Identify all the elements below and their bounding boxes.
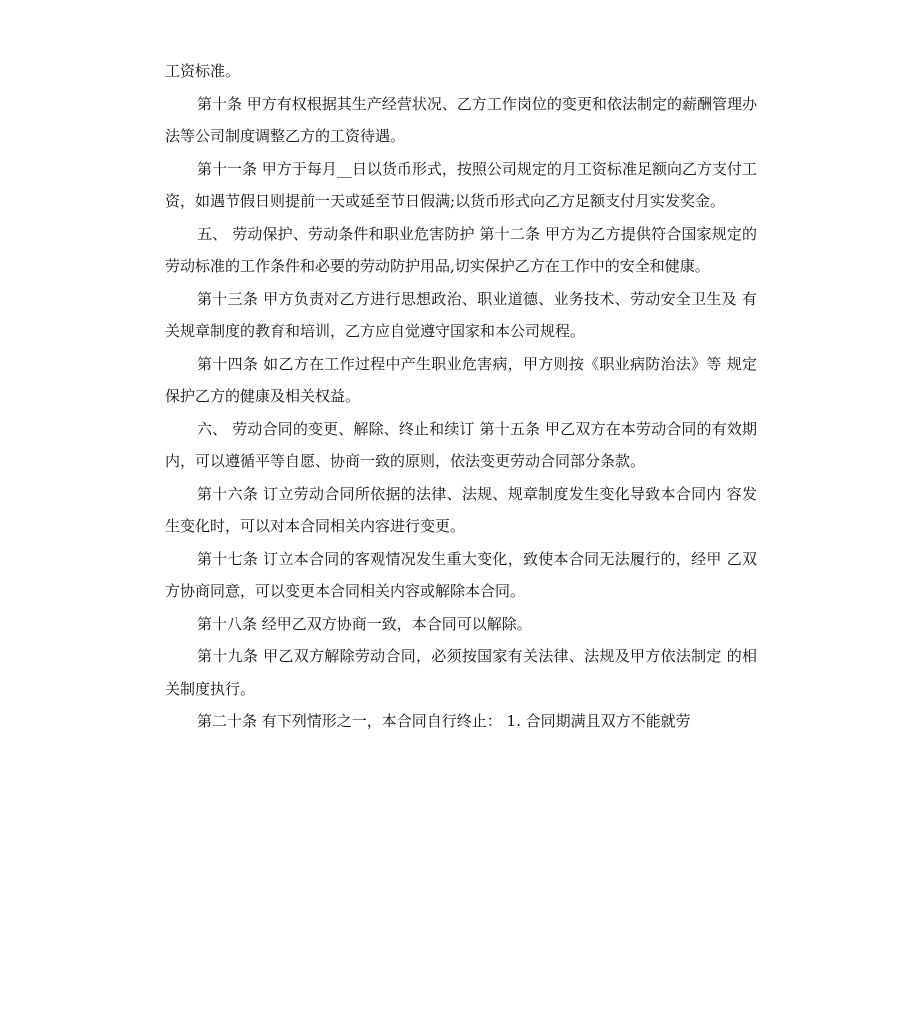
paragraph-article-17: 第十七条 订立本合同的客观情况发生重大变化，致使本合同无法履行的，经甲 乙双方协商同意，可以变更本合同相关内容或解除本合同。 — [165, 549, 757, 600]
paragraph-article-19: 第十九条 甲乙双方解除劳动合同，必须按国家有关法律、法规及甲方依法制定 的相关制度执行。 — [165, 647, 757, 698]
paragraph-article-14: 第十四条 如乙方在工作过程中产生职业危害病，甲方则按《职业病防治法》等 规定保护乙方的健康及相关权益。 — [165, 354, 757, 405]
paragraph-article-11: 第十一条 甲方于每月__日以货币形式，按照公司规定的月工资标准足额向乙方支付工资，如遇节假日则提前一天或延至节日假满;以货币形式向乙方足额支付月实发奖金。 — [165, 159, 757, 210]
document-body — [165, 55, 757, 738]
paragraph-article-13: 第十三条 甲方负责对乙方进行思想政治、职业道德、业务技术、劳动安全卫生及 有关规章制度的教育和培训，乙方应自觉遵守国家和本公司规程。 — [165, 289, 757, 340]
paragraph-article-16: 第十六条 订立劳动合同所依据的法律、法规、规章制度发生变化导致本合同内 容发生变化时，可以对本合同相关内容进行变更。 — [165, 484, 757, 535]
paragraph-article-10: 第十条 甲方有权根据其生产经营状况、乙方工作岗位的变更和依法制定的薪酬管理办法等公司制度调整乙方的工资待遇。 — [165, 94, 757, 145]
paragraph-article-18: 第十八条 经甲乙双方协商一致，本合同可以解除。 — [197, 614, 532, 633]
paragraph-section-5-article-12: 五、 劳动保护、劳动条件和职业危害防护 第十二条 甲方为乙方提供符合国家规定的劳动标准的工作条件和必要的劳动防护用品,切实保护乙方在工作中的安全和健康。 — [165, 224, 757, 275]
paragraph-article-20: 第二十条 有下列情形之一，本合同自行终止： 1. 合同期满且双方不能就劳 — [197, 712, 691, 730]
paragraph-wage-standard-tail: 工资标准。 — [165, 62, 241, 80]
paragraph-section-6-article-15: 六、 劳动合同的变更、解除、终止和续订 第十五条 甲乙双方在本劳动合同的有效期内，可以遵循平等自愿、协商一致的原则，依法变更劳动合同部分条款。 — [165, 419, 757, 470]
